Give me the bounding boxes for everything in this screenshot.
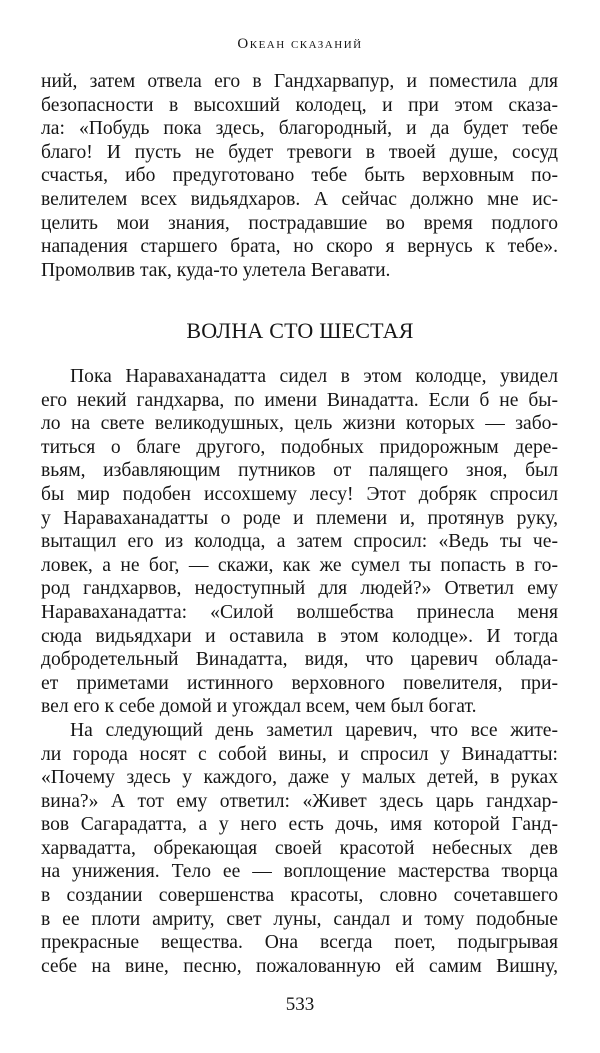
text-line: в ее плоти амриту, свет луны, сандал и тому подобные <box>41 908 558 930</box>
text-line: безопасности в высохший колодец, и при этом сказа- <box>41 94 558 116</box>
text-line: себе на вине, песню, пожалованную ей самим Вишну, <box>41 955 558 977</box>
text-line: харвадатта, обрекающая своей красотой небесных дев <box>41 837 558 859</box>
text-line: его некий гандхарва, по имени Винадатта. Если б не бы- <box>41 389 558 411</box>
text-line: счастья, ибо предуготовано тебе быть верховным по- <box>41 165 558 187</box>
text-line: у Нараваханадатты о роде и племени и, протянув руку, <box>41 507 558 529</box>
text-line: Промолвив так, куда-то улетела Вегавати. <box>41 259 391 281</box>
page-number: 533 <box>285 994 315 1015</box>
paragraph-first-line: Пока Нараваханадатта сидел в этом колодце, увидел <box>70 366 558 387</box>
text-line: ловек, а не бог, — скажи, как же сумел ты попасть в го- <box>41 554 558 576</box>
text-line: благо! И пусть не будет тревоги в твоей душе, сосуд <box>41 141 558 163</box>
text-line: ет приметами истинного верховного повелителя, при- <box>41 672 558 694</box>
text-line: вина?» А тот ему ответил: «Живет здесь царь гандхар- <box>41 790 558 812</box>
text-line: прекрасные вещества. Она всегда поет, подыгрывая <box>41 932 558 954</box>
text-line: велителем всех видьядхаров. А сейчас должно мне ис- <box>41 188 558 210</box>
text-line: ли города носят с собой вины, и спросил у Винадатты: <box>41 743 558 765</box>
text-line: вов Сагарадатта, а у него есть дочь, имя которой Ганд- <box>41 814 558 836</box>
text-line: бы мир подобен иссохшему лесу! Этот добряк спросил <box>41 483 558 505</box>
text-line: титься о благе другого, подобных придорожным дере- <box>41 436 558 458</box>
text-line: Нараваханадатта: «Силой волшебства принесла меня <box>41 601 558 623</box>
text-line: сюда видьядхари и оставила в этом колодце». И тогда <box>41 625 558 647</box>
text-line: ло на свете великодушных, цель жизни которых — забо- <box>41 413 558 435</box>
text-line: на унижения. Тело ее — воплощение мастерства творца <box>41 861 558 883</box>
running-head: Океан сказаний <box>237 36 363 52</box>
text-line: ний, затем отвела его в Гандхарвапур, и поместила для <box>41 71 558 92</box>
text-line: вел его к себе домой и угождал всем, чем был богат. <box>41 696 477 718</box>
text-line: в создании совершенства красоты, словно сочетавшего <box>41 885 558 907</box>
paragraph-first-line: На следующий день заметил царевич, что все жите- <box>70 719 558 741</box>
text-block-chapter <box>41 365 558 978</box>
text-block-continued <box>41 70 558 282</box>
text-line: вытащил его из колодца, а затем спросил: «Ведь ты че- <box>41 531 558 553</box>
text-line: вьям, избавляющим путников от палящего зноя, был <box>41 460 558 482</box>
text-line: нападения старшего брата, но скоро я вернусь к тебе». <box>41 236 558 258</box>
text-line: ла: «Побудь пока здесь, благородный, и да будет тебе <box>41 118 558 140</box>
chapter-heading: ВОЛНА СТО ШЕСТАЯ <box>186 318 414 343</box>
text-line: добродетельный Винадатта, видя, что царевич облада- <box>41 649 558 671</box>
text-line: «Почему здесь у каждого, даже у малых детей, в руках <box>41 767 558 789</box>
text-line: целить мои знания, пострадавшие во время подлого <box>41 212 558 234</box>
text-line: род гандхарвов, недоступный для людей?» Ответил ему <box>41 578 558 600</box>
